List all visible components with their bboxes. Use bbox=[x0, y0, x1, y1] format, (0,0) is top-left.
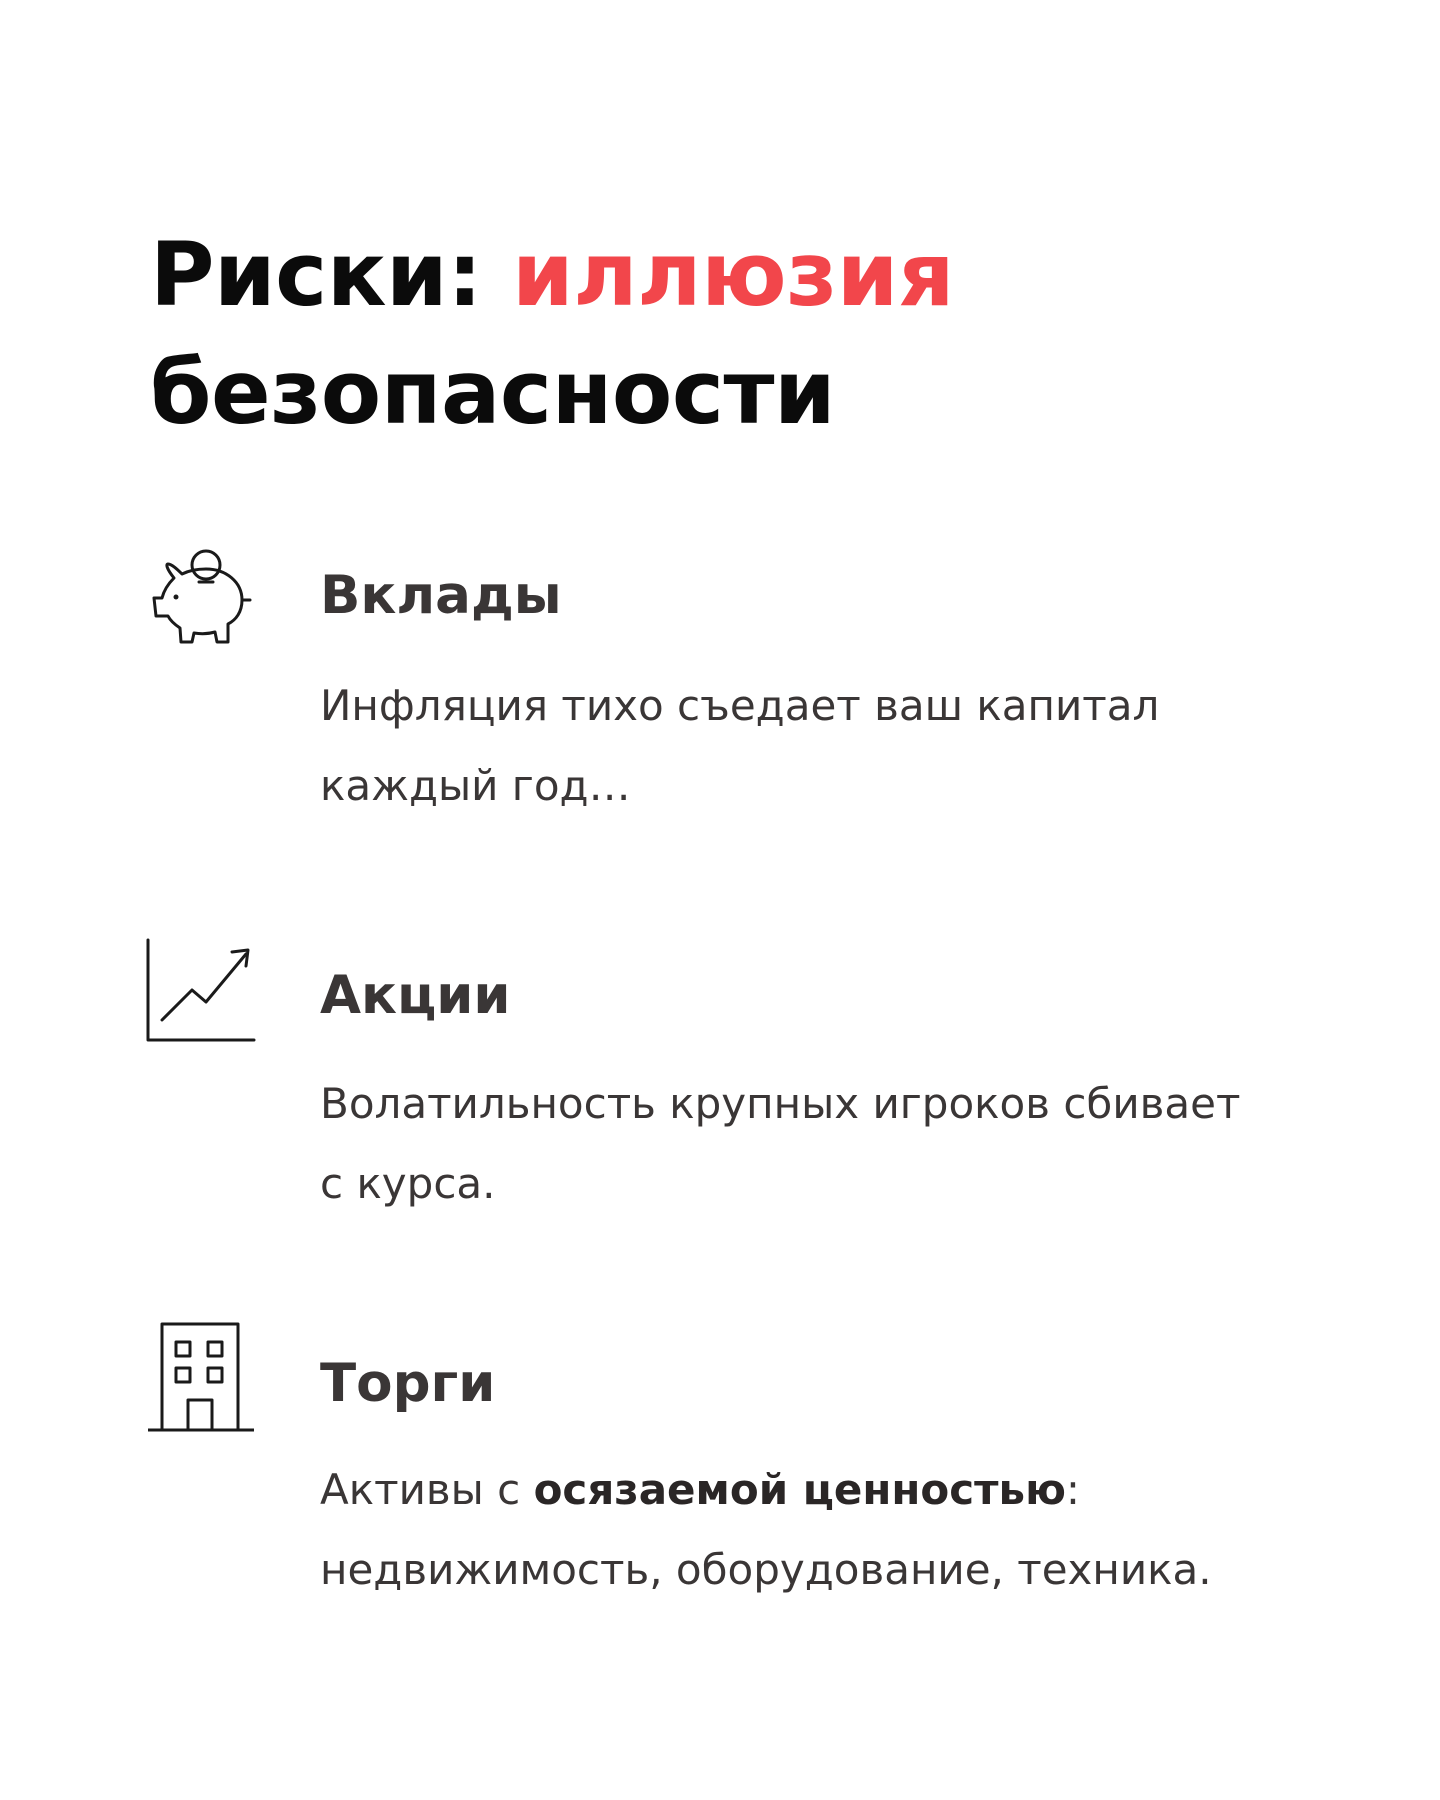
piggy-bank-icon bbox=[144, 540, 256, 652]
title-accent: иллюзия bbox=[512, 223, 954, 326]
item-description-suffix: : bbox=[1065, 1465, 1081, 1514]
page-title bbox=[150, 216, 954, 452]
item-description-emphasis: осязаемой ценностью bbox=[533, 1465, 1066, 1514]
item-description bbox=[320, 1064, 1320, 1224]
item-description-line-2: недвижимость, оборудование, техника. bbox=[320, 1545, 1212, 1594]
growth-chart-icon bbox=[144, 936, 256, 1048]
title-part-1: Риски: bbox=[150, 223, 513, 326]
item-description bbox=[320, 666, 1320, 826]
item-title: Торги bbox=[320, 1353, 496, 1414]
item-description-line-1: Инфляция тихо съедает ваш капитал bbox=[320, 681, 1160, 730]
item-description-line-1: Волатильность крупных игроков сбивает bbox=[320, 1079, 1241, 1128]
building-icon bbox=[144, 1322, 256, 1434]
item-description-line-2: с курса. bbox=[320, 1159, 496, 1208]
item-description-prefix: Активы с bbox=[320, 1465, 534, 1514]
item-description-line-2: каждый год… bbox=[320, 761, 631, 810]
title-part-2: безопасности bbox=[150, 341, 836, 444]
item-description bbox=[320, 1450, 1320, 1610]
item-title: Акции bbox=[320, 965, 511, 1026]
item-title: Вклады bbox=[320, 565, 562, 626]
